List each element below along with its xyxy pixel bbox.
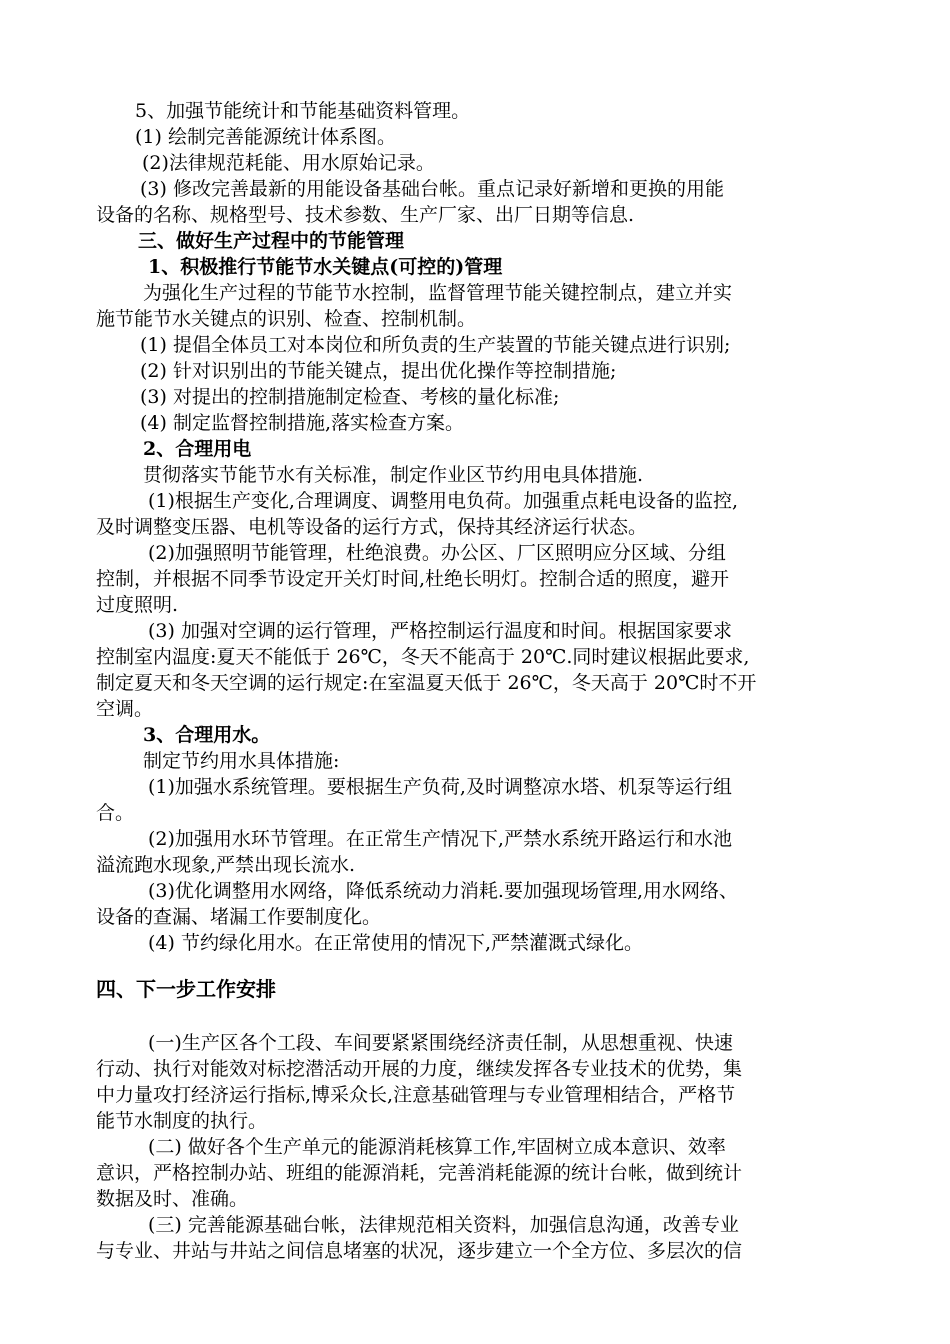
paragraph-line: 空调。 (96, 698, 154, 720)
paragraph-line: 数据及时、准确。 (96, 1188, 249, 1210)
paragraph-line: (4) 制定监督控制措施,落实检查方案。 (140, 412, 464, 434)
paragraph-line: 为强化生产过程的节能节水控制，监督管理节能关键控制点，建立并实 (143, 282, 733, 304)
paragraph-line: (1) 提倡全体员工对本岗位和所负责的生产装置的节能关键点进行识别; (140, 334, 731, 356)
paragraph-line: (一)生产区各个工段、车间要紧紧围绕经济责任制，从思想重视、快速 (148, 1032, 733, 1054)
paragraph-line: (2)法律规范耗能、用水原始记录。 (142, 152, 435, 174)
section-3-heading: 三、做好生产过程中的节能管理 (138, 230, 405, 252)
paragraph-line: 行动、执行对能效对标挖潜活动开展的力度，继续发挥各专业技术的优势，集 (96, 1058, 743, 1080)
paragraph-line: (4) 节约绿化用水。在正常使用的情况下,严禁灌溉式绿化。 (148, 932, 643, 954)
paragraph-line: 贯彻落实节能节水有关标准，制定作业区节约用电具体措施. (143, 464, 644, 486)
paragraph-line: (3) 加强对空调的运行管理，严格控制运行温度和时间。根据国家要求 (148, 620, 732, 642)
section-4-heading: 四、下一步工作安排 (96, 977, 276, 1001)
paragraph-line: 及时调整变压器、电机等设备的运行方式，保持其经济运行状态。 (96, 516, 648, 538)
paragraph-line: 制定节约用水具体措施: (143, 750, 340, 772)
paragraph-line: 与专业、井站与井站之间信息堵塞的状况，逐步建立一个全方位、多层次的信 (96, 1240, 743, 1262)
subsection-1-heading: 1、积极推行节能节水关键点(可控的)管理 (148, 256, 503, 278)
paragraph-line: 合。 (96, 802, 135, 824)
paragraph-line: (2) 针对识别出的节能关键点，提出优化操作等控制措施; (140, 360, 617, 382)
paragraph-line: 设备的查漏、堵漏工作要制度化。 (96, 906, 382, 928)
paragraph-line: 中力量攻打经济运行指标,博采众长,注意基础管理与专业管理相结合，严格节 (96, 1084, 736, 1106)
paragraph-line: 能节水制度的执行。 (96, 1110, 268, 1132)
paragraph-line: 制定夏天和冬天空调的运行规定:在室温夏天低于 26℃，冬天高于 20℃时不开 (96, 672, 757, 694)
paragraph-line: 意识，严格控制办站、班组的能源消耗，完善消耗能源的统计台帐，做到统计 (96, 1162, 743, 1184)
paragraph-line: 施节能节水关键点的识别、检查、控制机制。 (96, 308, 477, 330)
paragraph-line: 设备的名称、规格型号、技术参数、生产厂家、出厂日期等信息. (96, 204, 635, 226)
paragraph-line: (二) 做好各个生产单元的能源消耗核算工作,牢固树立成本意识、效率 (148, 1136, 726, 1158)
subsection-3-heading: 3、合理用水。 (143, 724, 271, 746)
section-5-heading: 5、加强节能统计和节能基础资料管理。 (135, 100, 471, 122)
subsection-2-heading: 2、合理用电 (143, 438, 252, 460)
paragraph-line: 控制室内温度:夏天不能低于 26℃，冬天不能高于 20℃.同时建议根据此要求, (96, 646, 750, 668)
paragraph-line: 控制，并根据不同季节设定开关灯时间,杜绝长明灯。控制合适的照度，避开 (96, 568, 730, 590)
paragraph-line: (三) 完善能源基础台帐，法律规范相关资料，加强信息沟通，改善专业 (148, 1214, 739, 1236)
paragraph-line: (1)加强水系统管理。要根据生产负荷,及时调整凉水塔、机泵等运行组 (148, 776, 732, 798)
paragraph-line: 溢流跑水现象,严禁出现长流水. (96, 854, 356, 876)
paragraph-line: (1) 绘制完善能源统计体系图。 (135, 126, 396, 148)
paragraph-line: 过度照明. (96, 594, 179, 616)
paragraph-line: (2)加强照明节能管理，杜绝浪费。办公区、厂区照明应分区域、分组 (148, 542, 726, 564)
paragraph-line: (3) 对提出的控制措施制定检查、考核的量化标准; (140, 386, 560, 408)
paragraph-line: (3) 修改完善最新的用能设备基础台帐。重点记录好新增和更换的用能 (140, 178, 724, 200)
paragraph-line: (3)优化调整用水网络，降低系统动力消耗.要加强现场管理,用水网络、 (148, 880, 738, 902)
paragraph-line: (2)加强用水环节管理。在正常生产情况下,严禁水系统开路运行和水池 (148, 828, 732, 850)
paragraph-line: (1)根据生产变化,合理调度、调整用电负荷。加强重点耗电设备的监控, (148, 490, 738, 512)
